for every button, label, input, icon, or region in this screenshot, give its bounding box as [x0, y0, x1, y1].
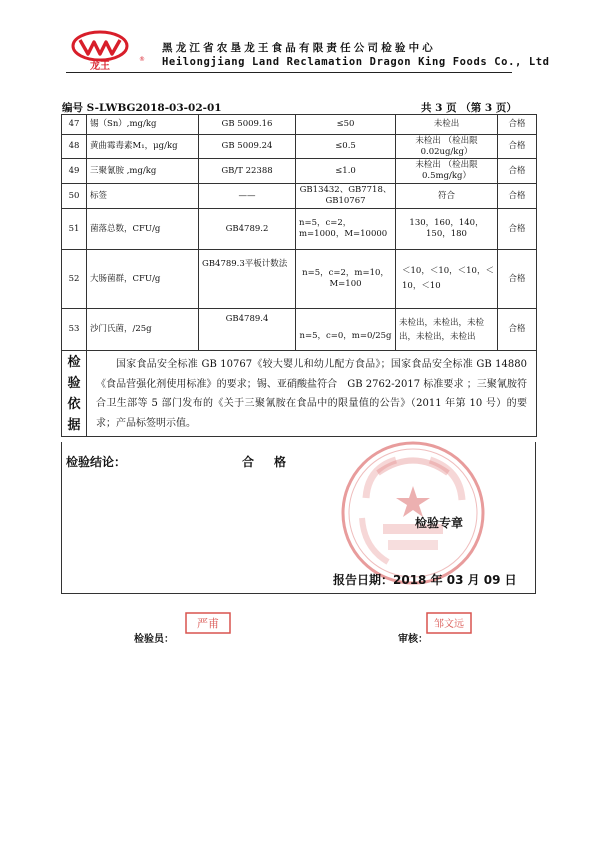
row-verdict: 合格 [498, 309, 537, 351]
row-limit: ≤0.5 [296, 135, 396, 159]
row-limit: ≤50 [296, 115, 396, 135]
basis-text: 国家食品安全标准 GB 10767《较大婴儿和幼儿配方食品》；国家食品安全标准 GB 14880《食品营强化剂使用标准》的要求；锡、亚硝酸盐符合 GB 2762-2017 标准要求 ；三聚氰胺符合卫生部等 5 部门发布的《关于三聚氰胺在食品中的限量值的公告》（2011 年第 10 号）的要求；产品标签明示值。 [96, 359, 527, 429]
row-result: 未检出 （检出限0.5mg/kg） [396, 159, 498, 184]
table-row [62, 184, 537, 209]
row-method: GB4789.3平板计数法 [199, 250, 296, 309]
row-item: 大肠菌群，CFU/g [87, 250, 199, 309]
row-verdict: 合格 [498, 159, 537, 184]
table-row [62, 159, 537, 184]
basis-text-cell [87, 351, 537, 437]
row-verdict: 合格 [498, 184, 537, 209]
row-result: 未检出，未检出，未检出，未检出，未检出 [396, 309, 498, 351]
row-verdict: 合格 [498, 135, 537, 159]
row-result: ＜10，＜10，＜10，＜10，＜10 [396, 250, 498, 309]
inspector-stamp [185, 612, 231, 634]
row-item: 菌落总数，CFU/g [87, 209, 199, 250]
row-item: 标签 [87, 184, 199, 209]
row-number: 52 [62, 250, 87, 309]
conclusion-label: 检验结论： [66, 455, 127, 469]
reviewer-label: 审核： [398, 634, 428, 645]
row-number: 50 [62, 184, 87, 209]
row-method: GB 5009.16 [199, 115, 296, 135]
row-limit: n=5，c=2，m=1000，M=10000 [296, 209, 396, 250]
table-row [62, 115, 537, 135]
row-method: —— [199, 184, 296, 209]
header-rule [66, 72, 512, 73]
row-result: 未检出 [396, 115, 498, 135]
table-row [62, 309, 537, 351]
company-name-cn: 黑龙江省农垦龙王食品有限责任公司检验中心 [162, 42, 436, 54]
report-date: 报告日期：2018 年 03 月 09 日 [333, 573, 517, 587]
row-method: GB 5009.24 [199, 135, 296, 159]
row-verdict: 合格 [498, 250, 537, 309]
seal-caption: 检验专章 [415, 516, 464, 530]
table-row [62, 209, 537, 250]
row-method: GB/T 22388 [199, 159, 296, 184]
basis-row [62, 351, 537, 437]
table-row [62, 135, 537, 159]
row-item: 黄曲霉毒素M₁，μg/kg [87, 135, 199, 159]
conclusion-value: 合格 [242, 455, 307, 469]
row-result: 130，160，140，150，180 [396, 209, 498, 250]
row-limit: ≤1.0 [296, 159, 396, 184]
row-item: 三聚氰胺 ,mg/kg [87, 159, 199, 184]
row-limit: n=5，c=0，m=0/25g [296, 309, 396, 351]
svg-text:龙王: 龙王 [90, 61, 110, 72]
row-number: 49 [62, 159, 87, 184]
svg-text:严甫: 严甫 [197, 617, 219, 630]
inspection-seal [338, 438, 488, 588]
inspector-label: 检验员： [134, 634, 174, 645]
row-method: GB4789.2 [199, 209, 296, 250]
row-limit: GB13432、GB7718、GB10767 [296, 184, 396, 209]
reviewer-stamp [426, 612, 472, 634]
basis-label-cell [62, 351, 87, 437]
row-number: 48 [62, 135, 87, 159]
row-result: 未检出 （检出限0.02ug/kg） [396, 135, 498, 159]
row-number: 53 [62, 309, 87, 351]
row-verdict: 合格 [498, 209, 537, 250]
row-item: 沙门氏菌，/25g [87, 309, 199, 351]
row-verdict: 合格 [498, 115, 537, 135]
page-indicator: 共 3 页 （第 3 页） [421, 102, 517, 114]
svg-text:邹文远: 邹文远 [434, 619, 464, 630]
results-table [61, 114, 537, 437]
row-method: GB4789.4 [199, 309, 296, 351]
company-logo [68, 30, 148, 72]
row-number: 47 [62, 115, 87, 135]
row-number: 51 [62, 209, 87, 250]
table-row [62, 250, 537, 309]
company-name-en: Heilongjiang Land Reclamation Dragon King Foods Co., Ltd [162, 56, 550, 68]
document-number: 编号 S-LWBG2018-03-02-01 [62, 102, 222, 114]
svg-text:®: ® [139, 56, 145, 63]
row-item: 锡（Sn）,mg/kg [87, 115, 199, 135]
row-limit: n=5，c=2，m=10，M=100 [296, 250, 396, 309]
row-result: 符合 [396, 184, 498, 209]
basis-label: 检验依据 [67, 354, 81, 433]
